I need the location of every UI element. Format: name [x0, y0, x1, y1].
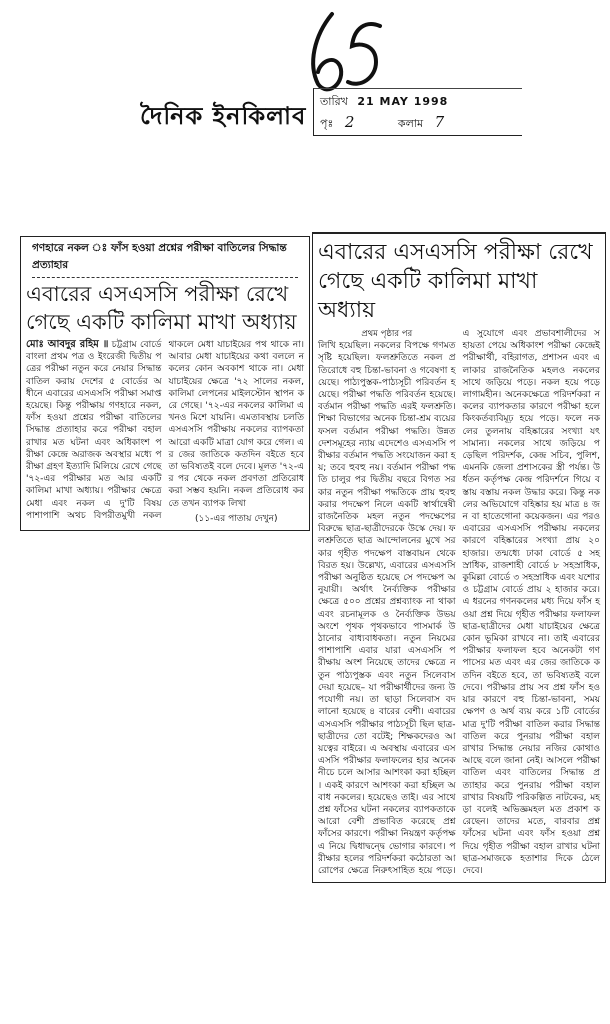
headline-line-1: এবারের এসএসসি পরীক্ষা রেখে	[26, 282, 289, 306]
page-label: পৃঃ	[320, 117, 334, 130]
headline-line-2: গেছে একটি কালিমা মাখা অধ্যায়	[318, 269, 538, 323]
column-label: কলাম	[397, 117, 424, 130]
headline-line-1: এবারের এসএসসি পরীক্ষা রেখে	[318, 240, 593, 265]
masthead: দৈনিক ইনকিলাব	[140, 102, 307, 130]
column-text-1: চট্টগ্রাম বোর্ডে বাংলা প্রথম পত্র ও ইংরেজী দ্বিতীয় পত্রের পরীক্ষা নতুন করে নেয়ার সিদ্ধান্ত বাতিল করায় দেশের ৫ বোর্ডের অধীনে এবারের এসএসসি পরীক্ষা সমাপ্ত হয়েছে। কিন্তু পরীক্ষায় গণহারে নকল, ফাঁস হওয়া প্রশ্নের পরীক্ষা বাতিলের সিদ্ধান্ত প্রত্যাহার করে পরীক্ষা বহাল রাখার মত ঘটনা এবং অধিকাংশ পরীক্ষা কেন্দ্রে অরাজক অবস্থার মধ্যে পরীক্ষা গ্রহণ ইত্যাদি মিলিয়ে রেখে গেছে '৭২-এর পরীক্ষার মত আর একটি কালিমা মাখা অধ্যায়। পরীক্ষার ক্ষেত্রে মেধা এবং নকল এ দু'টি বিষয় পাশাপাশি অথচ বিপরীতমুখী নকল থাকলে মেধা যাচাইয়ের	[26, 340, 252, 521]
continued-note: (১১-এর পাতায় দেখুন)	[194, 513, 278, 524]
handwritten-number-65	[300, 6, 390, 96]
column-text-2: নকলের সাথে জড়িয়ে পড়েছিল পরিদর্শক, কেন্দ্র সচিব, পুলিশ, এমনকি জেলা প্রশাসকের স্ত্রী পর্যন্ত। উর্ধতন কর্তৃপক্ষ কেন্দ্র পরিদর্শনে গিয়ে বস্তায় বস্তায় নকল উদ্ধার করে। কিন্তু নকলের অভিযোগে বহিষ্কার হয় মাত্র ৪ জন বা হাতেগোনা কয়েকজন। এর পরও এবারের এসএসসি পরীক্ষায় নকলের কারণে বহিষ্কারের সংখ্যা প্রায় ২০ হাজার। তন্মধ্যে ঢাকা বোর্ডে ৫ সহস্রাধিক, রাজশাহী বোর্ডে ৮ সহস্রাধিক, কুমিল্লা বোর্ডে ৩ সহস্রাধিক এবং যশোর ও চট্টগ্রাম বোর্ডে প্রায় ২ হাজার করে। এ ধরনের গণনকলের মধ্য দিয়ে ফাঁস হওয়া প্রশ্ন দিয়ে গৃহীত পরীক্ষার ফলাফল ছাত্র-ছাত্রীদের মেধা যাচাইয়ের ক্ষেত্রে কোন ভূমিকা রাখবে না। তাই এবারের পরীক্ষার ফলাফল হবে অনেকটা গণপাসের মত এবং এর জের জাতিকে কতদিন বইতে হবে, তা ভবিষ্যতই বলে দেবে। পরীক্ষার প্রায় সব প্রশ্ন ফাঁস হওয়ার কারণে বহু চিন্তা-ভাবনা, সময় ক্ষেপণ ও অর্থ ব্যয় করে ১টি বোর্ডের মাত্র দু'টি পরীক্ষা বাতিল করার সিদ্ধান্ত বাতিল করে পুনরায় পরীক্ষা বহাল রাখার সিদ্ধান্ত নেয়ার নজির কোথাও আছে বলে জানা নেই। আসলে পরীক্ষা বাতিল এবং বাতিলের সিদ্ধান্ত প্রত্যাহার করে পুনরায় পরীক্ষা বহাল রাখার বিষয়টি পরিকল্পিত নাটকের, মহড়া বলেই অভিজ্ঞমহল মত প্রকাশ করেছেন। তাদের মতে, বারবার প্রশ্ন ফাঁসের ঘটনা এবং ফাঁস হওয়া প্রশ্ন দিয়ে গৃহীত পরীক্ষা বহাল রাখার ঘটনা ছাত্র-সমাজকে হতাশার দিকে ঠেলে দেবে।	[462, 438, 600, 876]
byline: মোঃ আবদুর রহিম ॥	[26, 339, 109, 350]
article-body	[318, 328, 600, 877]
left-article	[20, 236, 310, 531]
article-headline	[318, 238, 600, 325]
page-value: 2	[344, 113, 355, 131]
article-kicker: গণহারে নকল ঃ ফাঁস হওয়া প্রশ্নের পরীক্ষা বাতিলের সিদ্ধান্ত প্রত্যাহার	[32, 241, 298, 278]
date-stamp-box	[313, 88, 522, 136]
continued-from-note: প্রথম পৃষ্ঠার পর	[361, 329, 413, 339]
date-value: 21 MAY 1998	[357, 95, 449, 108]
column-value: 7	[434, 113, 445, 131]
date-label: তারিখ	[320, 95, 348, 108]
column-text-2: পথ থাকে না। আবার মেধা যাচাইয়ের কথা বললে নকলের কোন অবকাশ থাকে না। মেধা যাচাইয়ের ক্ষেত্রে '৭২ সালের নকল, কালিমা লেপনের মাইলস্টোন স্থাপন করে গেছে। '৭২-এর নকলের কালিমা এখনও মিশে যায়নি। এমতাবস্থায় চলতি এসএসসি পরীক্ষায় নকলের ব্যাপকতা আরো একটি মাত্রা যোগ করে গেল। এর জের জাতিকে কতদিন বইতে হবে তা ভবিষ্যতই বলে দেবে। মূলত '৭২-এর পর থেকে নকল প্রবণতা প্রতিরোধ করা সম্ভব হয়নি। নকল প্রতিরোধ করতে তখন ব্যাপক লিখা	[168, 340, 304, 509]
column-text-1: লিখি হয়েছিল। নকলের বিপক্ষে গণমত সৃষ্টি হয়েছিল। ফলশ্রুতিতে নকল প্রতিরোধে বহু চিন্তা-ভাবনা ও গবেষণা হয়েছে। পাঠ্যপুস্তক-পাঠ্যসূচী পরিবর্তন হয়েছে। পরীক্ষা পদ্ধতি পরিবর্তন হয়েছে। বর্তমান পরীক্ষা পদ্ধতি এরই ফলশ্রুতি। শিক্ষা বিভাগের অনেক চিন্তা-শ্রম ব্যয়ের ফসল বর্তমান পরীক্ষা পদ্ধতি। উন্নত দেশসমূহের ন্যায় এদেশেও এসএসসি পরীক্ষার বর্তমান পদ্ধতি সংযোজন করা হয়; তবে হুবহু নয়। বর্তমান পরীক্ষা পদ্ধতি চালুর পর দ্বিতীয় বছরে বিগত সরকার নতুন পরীক্ষা পদ্ধতিকে প্রায় হুবহু করার পদক্ষেপ নিলে একটি স্বার্থান্বেষী রাজনৈতিক মহল নতুন পদক্ষেপের বিরুদ্ধে ছাত্র-ছাত্রীদেরকে উস্কে দেয়। ফলশ্রুতিতে ছাত্র আন্দোলনের মুখে সরকার গৃহীত পদক্ষেপ বাস্তবায়ন থেকে বিরত হয়। উল্লেখ্য, এবারের এসএসসি পরীক্ষা অনুষ্ঠিত হয়েছে সে পদক্ষেপ অনুযায়ী। অর্থাৎ নৈর্ব্যক্তিক পরীক্ষার ক্ষেত্রে ৫০০ প্রশ্নের প্রশ্নব্যাংক না থাকা এবং রচনামূলক ও নৈর্ব্যক্তিক উভয় অংশে পৃথক পৃথকভাবে পাসমার্ক উঠানোর বাধ্যবাধকতা। নতুন নিয়মের পাশাপাশি এবার যারা এসএসসি পরীক্ষায় অংশ নিয়েছে তাদের ক্ষেত্রে নতুন পাঠ্যপুস্তক এবং নতুন সিলেবাস দেয়া হয়েছে– যা পরীক্ষার্থীদের জন্য উপযোগী নয়। তা ছাড়া সিলেবাস বদলানো হয়েছে ৪ বারের বেশী। এবারের এসএসসি পরীক্ষার পাঠ্যসূচী ছিল ছাত্র-ছাত্রীদের তো বটেই; শিক্ষকদেরও আয়ত্বের বাইরে। এ অবস্থায় এবারের এসএসসি পরীক্ষার ফলাফলের হার অনেক নীচে চলে আসার আশংকা করা হচ্ছিল। একই কারণে আশংকা করা হচ্ছিল অবাধ নকলের। হয়েছেও তাই। এর সাথে প্রশ্ন ফাঁসের ঘটনা নকলের ব্যাপকতাকে আরো বেশী প্রভাবিত করেছে প্রশ্ন ফাঁসের কারণে। পরীক্ষা নিয়ন্ত্রণ কর্তৃপক্ষ এ নিয়ে দ্বিধাদ্বন্দ্বে ভোগার কারণে। পরীক্ষার হলের পরিদর্শকরা কঠোরতা আরোপের ক্ষেত্রে নিরুৎসাহিত হয়ে পড়ে। এ সুযোগে এবং প্রভাবশালীদের সহায়তা পেয়ে অধিকাংশ পরীক্ষা কেন্দ্রেই পরীক্ষার্থী, বহিরাগত, প্রশাসন এবং এলাকার রাজনৈতিক মহলও নকলের সাথে জড়িয়ে পড়ে। নকল হয়ে পড়ে লাগামহীন। অনেকক্ষেত্রে পরিদর্শকরা নকলের ব্যাপকতার কারণে পরীক্ষা হলে কিংকর্তব্যবিমূঢ় হয়ে পড়ে। ফলে নকলের তুলনায় বহিষ্কারের সংখ্যা যৎসামান্য।	[318, 329, 600, 876]
headline-line-2: গেছে একটি কালিমা মাখা অধ্যায়	[26, 310, 297, 334]
right-article	[312, 232, 606, 883]
article-body	[26, 339, 304, 525]
article-headline	[26, 280, 304, 336]
